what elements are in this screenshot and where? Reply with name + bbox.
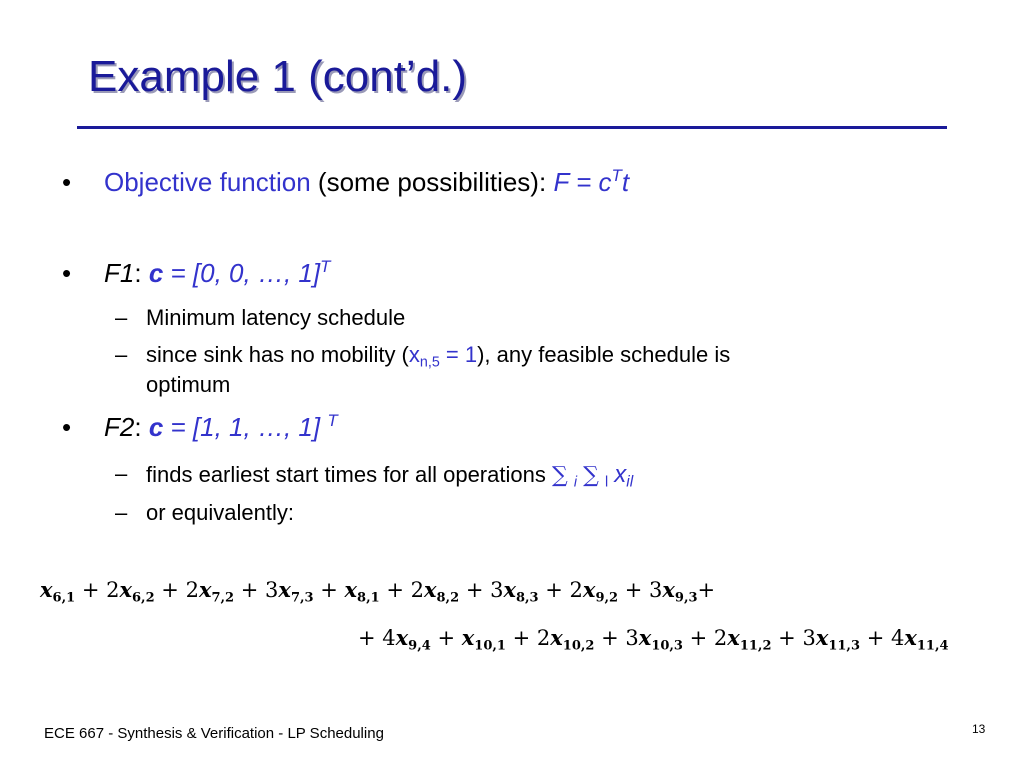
f1-name: F1 (104, 258, 135, 288)
page-number: 13 (972, 722, 986, 736)
objective-function-rest: (some possibilities): (317, 167, 547, 197)
objective-formula: $F = c^Tt$ (553, 165, 630, 197)
bullet-text: F1: c = [0, 0, …, 1]$^T$ (104, 256, 331, 288)
equation-term: $x_{6,1}$ (40, 577, 76, 606)
slide-title: Example 1 (cont’d.) (88, 52, 468, 101)
sub-item-text: finds earliest start times for all operations ∑ $_i$ ∑ $_l$ $x_{il}$ (146, 461, 634, 491)
title-underline (77, 126, 947, 129)
sub-item-text: optimum (146, 372, 231, 397)
bullet-dot: • (62, 412, 72, 442)
equation-term: + $2x_{6,2}$ (75, 577, 155, 606)
sub-bullet-dash: – (115, 305, 128, 330)
equation-term: + $2x_{10,2}$ (505, 625, 595, 654)
sub-item-text: Minimum latency schedule (146, 305, 406, 330)
f1-equation: = [0, 0, …, 1]$^T$ (170, 256, 331, 288)
equation-term: + (697, 578, 716, 602)
equation-line-2 (358, 625, 949, 654)
summation-expression: ∑ $_i$ ∑ $_l$ $x_{il}$ (551, 461, 634, 491)
f2-name: F2 (104, 412, 135, 442)
sub-bullet-dash: – (115, 342, 128, 367)
equation-term: + $3x_{7,3}$ (234, 577, 314, 606)
equation-term: + $4x_{11,4}$ (860, 625, 949, 654)
slide-footer: ECE 667 - Synthesis & Verification - LP Scheduling (44, 725, 384, 742)
mobility-expression: $x_{n,5} = 1$ (408, 342, 478, 371)
f2-vector: c (148, 412, 164, 442)
equation-term: + $4x_{9,4}$ (358, 625, 431, 654)
equation-term: + $3x_{8,3}$ (459, 577, 539, 606)
equation-term: + $2x_{9,2}$ (538, 577, 619, 606)
bullet-text: F2: c = [1, 1, …, 1] $^T$ (104, 410, 338, 442)
equation-line-1 (40, 577, 716, 606)
equation-term: + $3x_{10,3}$ (594, 625, 683, 654)
sub-bullet-dash: – (115, 461, 128, 486)
sub-item-text: or equivalently: (146, 500, 294, 525)
f1-vector: c (148, 258, 164, 288)
objective-function-label: Objective function (104, 167, 311, 197)
equation-term: + $x_{8,1}$ (313, 577, 380, 606)
equation-term: + $3x_{11,3}$ (771, 625, 861, 654)
sub-bullet-dash: – (115, 500, 128, 525)
bullet-text (104, 167, 629, 198)
equation-term: + $x_{10,1}$ (430, 625, 506, 654)
equation-term: + $3x_{9,3}$ (618, 577, 698, 606)
bullet-dot: • (62, 258, 72, 288)
sub-item-text: since sink has no mobility $(x_{n,5} = 1)$, any feasible schedule is (146, 342, 731, 371)
bullet-dot: • (62, 167, 72, 197)
equation-term: + $2x_{8,2}$ (379, 577, 460, 606)
equation-term: + $2x_{11,2}$ (682, 625, 772, 654)
f2-equation: = [1, 1, …, 1] $^T$ (170, 410, 338, 442)
equation-term: + $2x_{7,2}$ (154, 577, 235, 606)
